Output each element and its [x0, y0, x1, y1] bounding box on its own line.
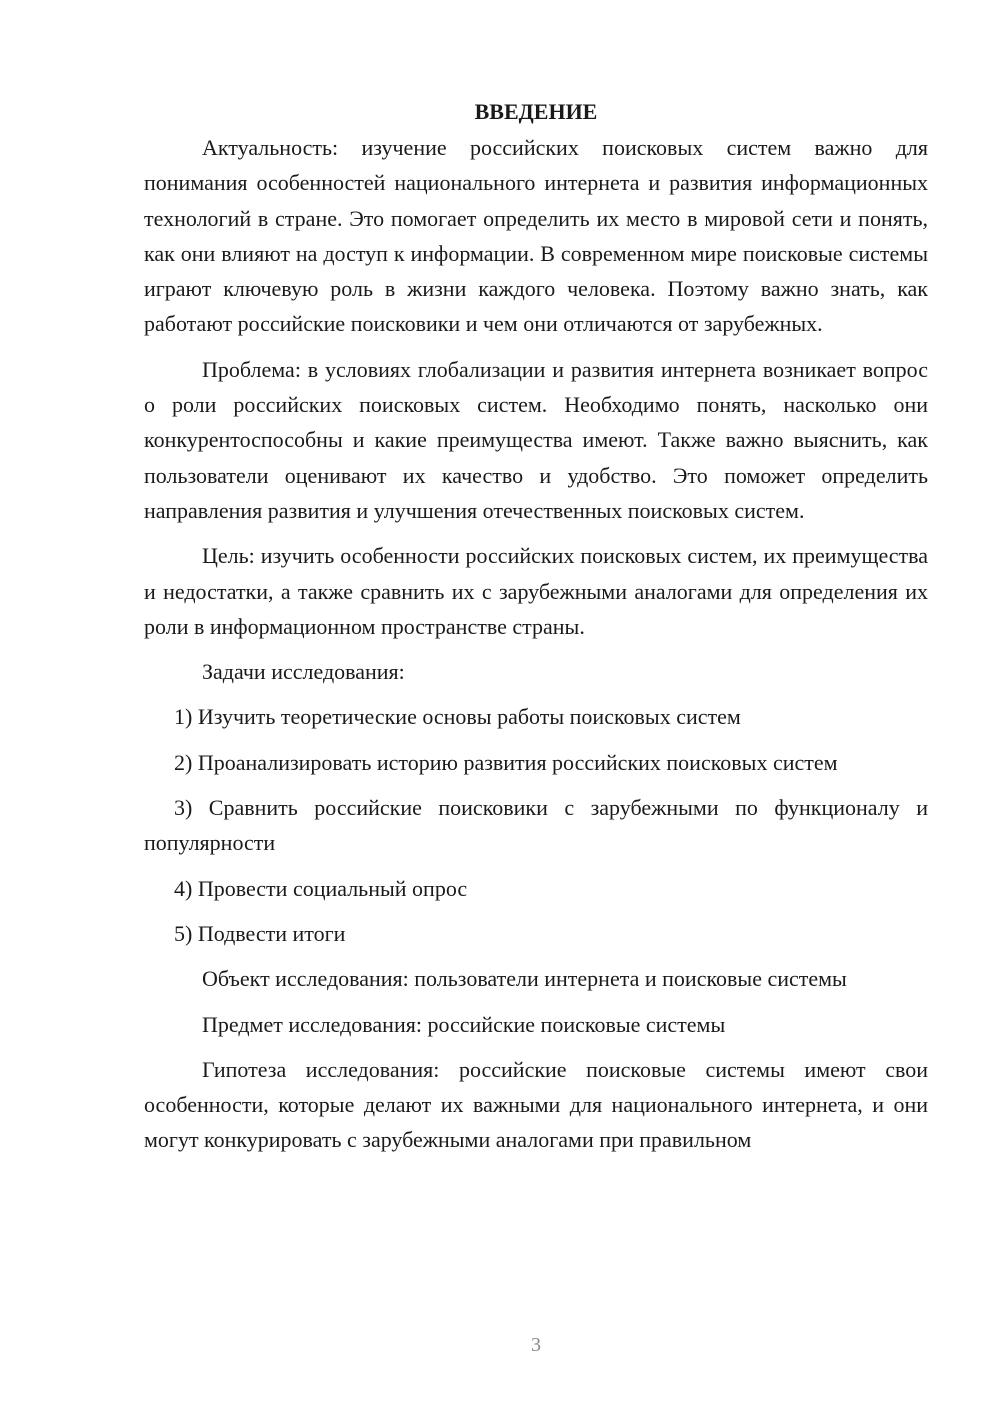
- task-item-5: 5) Подвести итоги: [174, 920, 346, 946]
- problem-paragraph: Проблема: в условиях глобализации и развития интернета возникает вопрос о роли российских поисковых систем. Необходимо понять, насколько они конкурентоспособны и какие преимущества имеют. Также важно выяснить, как пользователи оценивают их качество и удобство. Это поможет определить направления развития и улучшения отечественных поисковых систем.: [144, 356, 928, 523]
- task-item-2: 2) Проанализировать историю развития российских поисковых систем: [174, 749, 838, 775]
- document-page: [144, 94, 928, 1168]
- hypothesis-paragraph: Гипотеза исследования: российские поисковые системы имеют свои особенности, которые делают их важными для национального интернета, и они могут конкурировать с зарубежными аналогами при правильном: [144, 1056, 928, 1153]
- task-item-1: 1) Изучить теоретические основы работы поисковых систем: [174, 704, 741, 730]
- task-item-3: 3) Сравнить российские поисковики с зарубежными по функционалу и популярности: [144, 795, 928, 856]
- page-number: 3: [531, 1334, 541, 1356]
- subject-paragraph: Предмет исследования: российские поисковые системы: [202, 1011, 726, 1037]
- object-paragraph: Объект исследования: пользователи интернета и поисковые системы: [202, 966, 847, 992]
- task-item-4: 4) Провести социальный опрос: [174, 875, 468, 901]
- relevance-paragraph: Актуальность: изучение российских поисковых систем важно для понимания особенностей национального интернета и развития информационных технологий в стране. Это помогает определить их место в мировой сети и понять, как они влияют на доступ к информации. В современном мире поисковые системы играют ключевую роль в жизни каждого человека. Поэтому важно знать, как работают российские поисковики и чем они отличаются от зарубежных.: [144, 135, 928, 337]
- page-title: ВВЕДЕНИЕ: [474, 99, 598, 124]
- goal-paragraph: Цель: изучить особенности российских поисковых систем, их преимущества и недостатки, а также сравнить их с зарубежными аналогами для определения их роли в информационном пространстве страны.: [144, 543, 928, 639]
- tasks-title: Задачи исследования:: [202, 659, 405, 685]
